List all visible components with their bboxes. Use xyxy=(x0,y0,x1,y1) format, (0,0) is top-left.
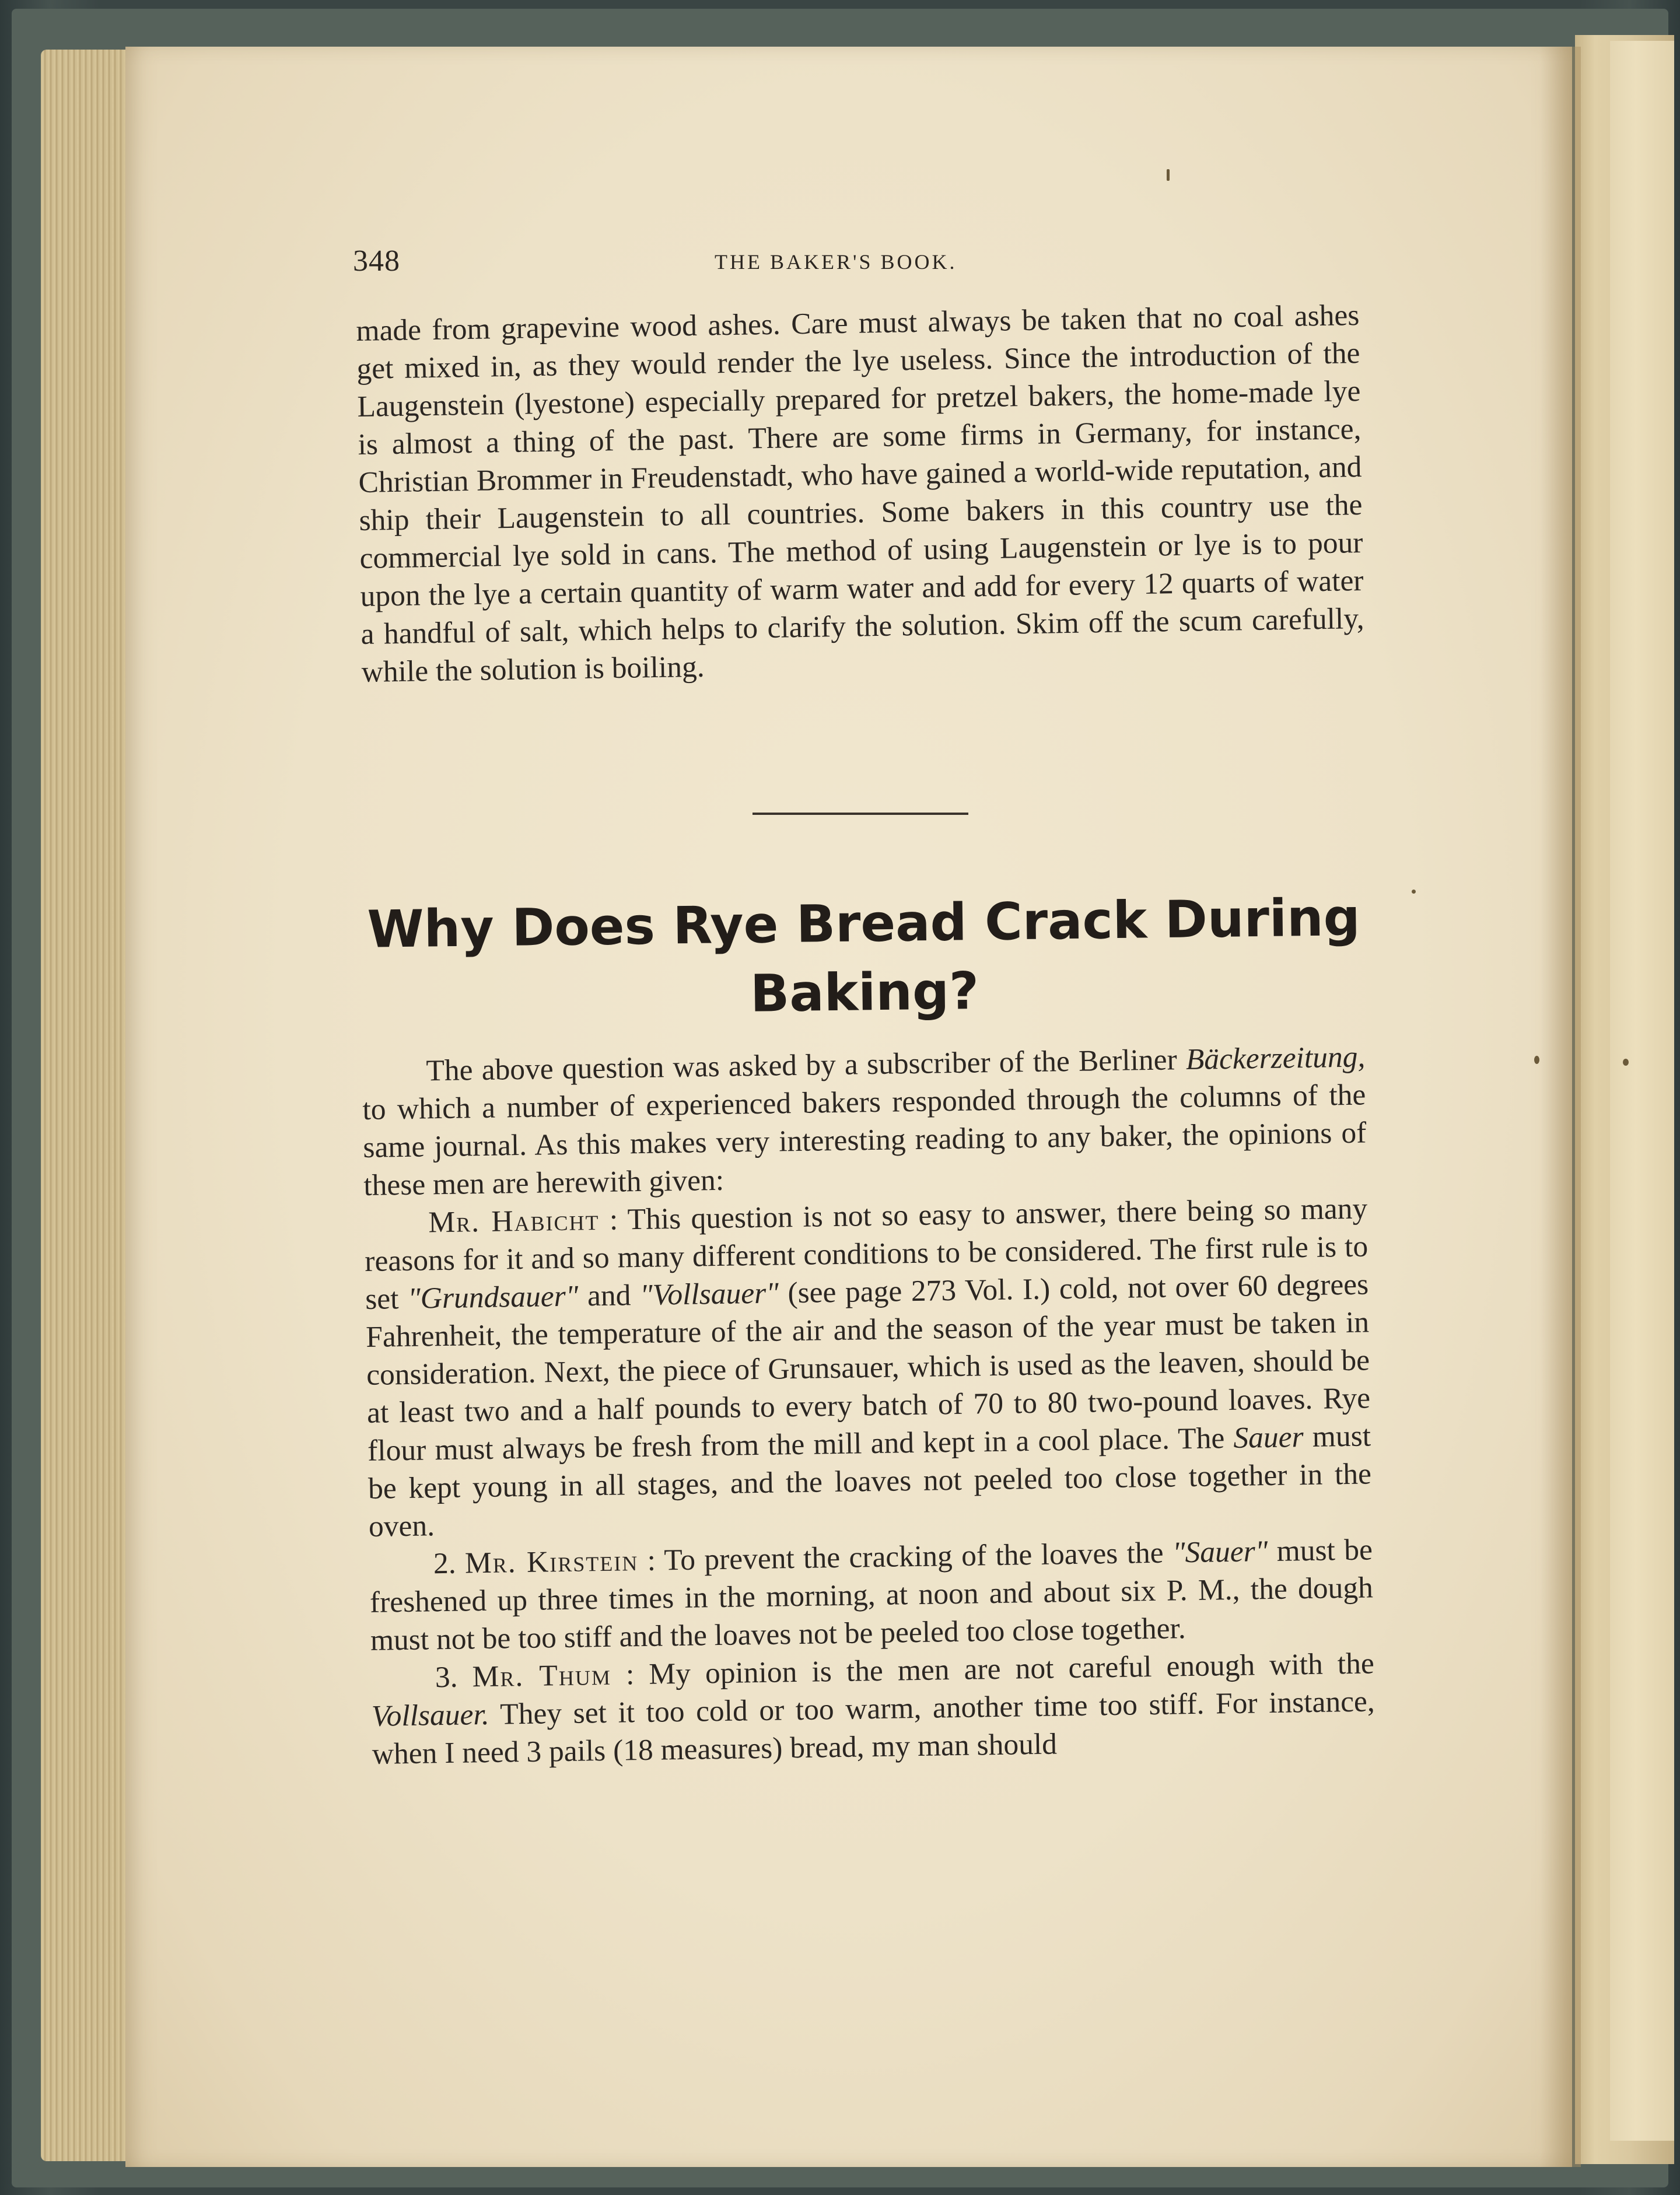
intro-paragraph: made from grapevine wood ashes. Care must always be taken that no coal ashes get mixed in, as they would render the lye useless. Since the introduction of the Laugenstein (lyestone) especially prepared for pretzel bakers, the home-made lye is almost a thing of the past. There are some firms in Germany, for instance, Christian Brommer in Freudenstadt, who have gained a world-wide reputation, and ship their Laugenstein to all countries. Some bakers in this country use the commercial lye sold in cans. The method of using Laugenstein or lye is to pour upon the lye a certain quantity of warm water and add for every 12 quarts of water a handful of salt, which helps to clarify the solution. Skim off the scum carefully, while the solution is boiling. xyxy=(356,298,1364,689)
journal-name: Bäckerzeitung, xyxy=(1185,1040,1366,1077)
article-title: Why Does Rye Bread Crack During Baking? xyxy=(366,887,1361,1024)
speaker-name: Mr. Thum xyxy=(472,1658,612,1694)
gutter-shadow xyxy=(1540,47,1581,2167)
speaker-name: Mr. Kirstein xyxy=(464,1544,639,1580)
speaker-name: Mr. Habicht xyxy=(428,1203,600,1240)
paper-speck xyxy=(1534,1056,1539,1064)
paper-speck xyxy=(1412,890,1416,894)
thum-paragraph: 3. Mr. Thum : My opinion is the men are not careful enough with the Vollsauer. They set it too cold or too warm, another time too stiff. For instance, when I need 3 pails (18 measures) bread, my man should xyxy=(371,1647,1376,1771)
paper-speck xyxy=(1623,1059,1629,1066)
kirstein-paragraph: 2. Mr. Kirstein : To prevent the cracking of the loaves the "Sauer" must be freshened up three times in the morning, at noon and about six P. M., the dough must not be too stiff and the loaves not be peeled too close together. xyxy=(369,1533,1374,1657)
page-number: 348 xyxy=(353,244,400,278)
section-divider xyxy=(752,813,968,815)
article-body xyxy=(362,1038,1376,1773)
page-stack-left xyxy=(41,50,128,2161)
book-title: THE BAKER'S BOOK. xyxy=(715,250,957,274)
paper-speck xyxy=(1167,169,1170,181)
running-head xyxy=(353,244,1403,285)
habicht-paragraph: Mr. Habicht : This question is not so easy to answer, there being so many reasons for it and so many different conditions to be considered. The first rule is to set "Grundsauer" and "Vollsauer" (see page 273 Vol. I.) cold, not over 60 degrees Fahrenheit, the temperature of the air and the season of the year must be taken in consideration. Next, the piece of Grunsauer, which is used as the leaven, should be at least two and a half pounds to every batch of 70 to 80 two-pound loaves. Rye flour must always be fresh from the mill and kept in a cool place. The Sauer must be kept young in all stages, and the loaves not peeled too close together in the oven. xyxy=(364,1192,1372,1543)
article-intro-paragraph: The above question was asked by a subscriber of the Berliner Bäckerzeitung, to which a number of experienced bakers responded through the columns of the same journal. As this makes very interesting reading to any baker, the opinions of these men are herewith given: xyxy=(362,1040,1367,1202)
facing-page-edge xyxy=(1610,41,1674,2141)
